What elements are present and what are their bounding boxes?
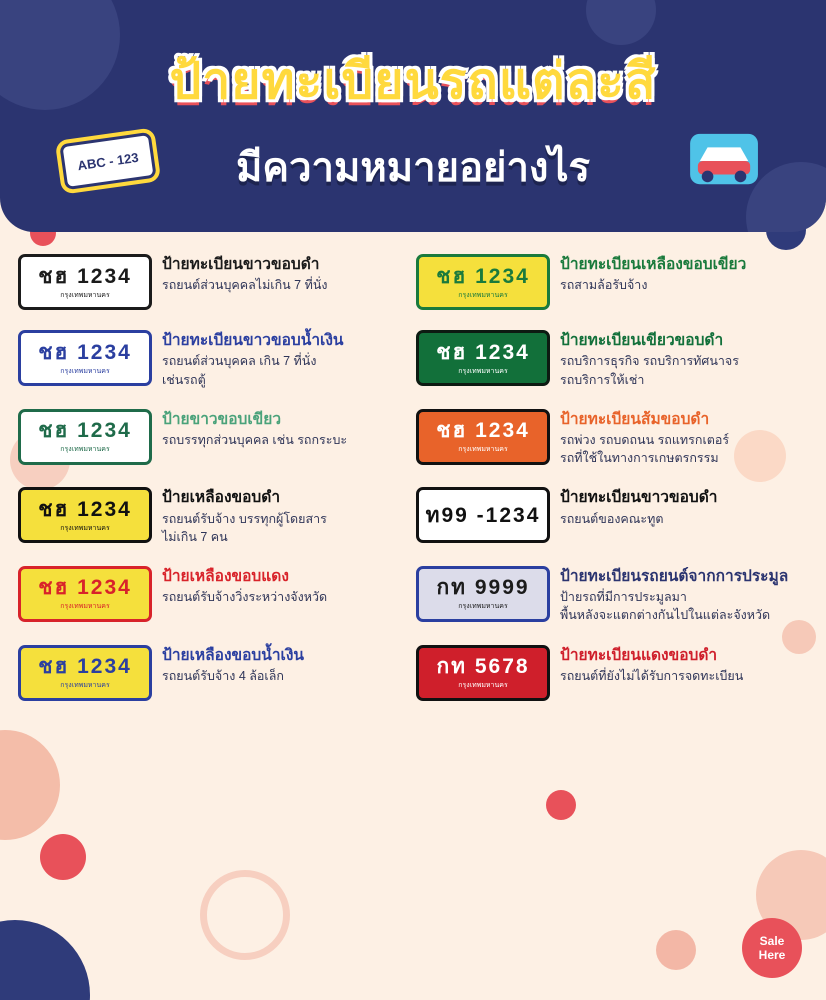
plate-description-block bbox=[162, 645, 304, 686]
license-plate bbox=[416, 645, 550, 701]
plate-description-block bbox=[560, 645, 743, 686]
plate-number: กท 5678 bbox=[436, 655, 530, 678]
plate-number: กท 9999 bbox=[436, 576, 530, 600]
plate-number: ชฮ 1234 bbox=[436, 264, 530, 288]
plate-province: กรุงเทพมหานคร bbox=[458, 603, 508, 611]
plate-detail: รถยนต์รับจ้าง 4 ล้อเล็ก bbox=[162, 668, 284, 683]
license-plate bbox=[18, 330, 152, 386]
list-item bbox=[18, 330, 410, 389]
plate-number: ท99 -1234 bbox=[425, 503, 541, 527]
sample-plate-text: ABC - 123 bbox=[76, 149, 140, 173]
plate-description-block bbox=[162, 487, 327, 546]
plate-province: กรุงเทพมหานคร bbox=[60, 603, 110, 611]
plate-heading: ป้ายทะเบียนแดงขอบดำ bbox=[560, 646, 718, 664]
plate-detail: รถพ่วง รถบดถนน รถแทรกเตอร์ รถที่ใช้ในทางการเกษตรกรรม bbox=[560, 433, 730, 466]
plate-province: กรุงเทพมหานคร bbox=[60, 446, 110, 454]
plate-detail: รถบรรทุกส่วนบุคคล เช่น รถกระบะ bbox=[162, 433, 348, 447]
list-item bbox=[416, 330, 808, 389]
license-plate bbox=[416, 566, 550, 622]
plate-detail: รถสามล้อรับจ้าง bbox=[560, 278, 648, 293]
salehere-logo bbox=[742, 918, 802, 978]
license-plate bbox=[18, 409, 152, 465]
plate-number: ชฮ 1234 bbox=[38, 264, 132, 288]
license-plate bbox=[18, 566, 152, 622]
list-item bbox=[416, 566, 808, 625]
list-item bbox=[416, 487, 808, 546]
plate-province: กรุงเทพมหานคร bbox=[60, 367, 110, 375]
plate-heading: ป้ายขาวขอบเขียว bbox=[162, 410, 282, 428]
plate-heading: ป้ายเหลืองขอบแดง bbox=[162, 567, 289, 585]
plate-province: กรุงเทพมหานคร bbox=[458, 446, 508, 454]
plate-province: กรุงเทพมหานคร bbox=[458, 367, 508, 375]
plate-detail: รถยนต์ของคณะทูต bbox=[560, 511, 664, 526]
plate-description-block bbox=[560, 330, 739, 389]
license-plate bbox=[416, 254, 550, 310]
plate-heading: ป้ายทะเบียนส้มขอบดำ bbox=[560, 410, 710, 428]
plate-description-block bbox=[560, 487, 718, 528]
license-plate bbox=[416, 487, 550, 543]
plate-province: กรุงเทพมหานคร bbox=[458, 291, 508, 299]
plate-description-block bbox=[560, 409, 729, 468]
list-item bbox=[18, 566, 410, 625]
plate-detail: รถบริการธุรกิจ รถบริการทัศนาจร รถบริการให้เช่า bbox=[560, 354, 739, 387]
plate-number: ชฮ 1234 bbox=[38, 419, 132, 443]
plate-description-block bbox=[162, 330, 344, 389]
plate-heading: ป้ายเหลืองขอบดำ bbox=[162, 489, 281, 507]
plate-number: ชฮ 1234 bbox=[38, 655, 132, 678]
license-plate bbox=[18, 487, 152, 543]
list-item bbox=[18, 645, 410, 701]
plate-province: กรุงเทพมหานคร bbox=[458, 682, 508, 689]
page-subtitle: มีความหมายอย่างไร bbox=[235, 146, 591, 190]
plate-detail: รถยนต์รับจ้างวิ่งระหว่างจังหวัด bbox=[162, 590, 328, 605]
plate-description-block bbox=[162, 254, 327, 295]
list-item bbox=[18, 409, 410, 468]
logo-line-2: Here bbox=[758, 948, 786, 962]
plate-heading: ป้ายทะเบียนเขียวขอบดำ bbox=[560, 332, 724, 349]
plate-province: กรุงเทพมหานคร bbox=[60, 524, 110, 532]
plate-detail: รถยนต์รับจ้าง บรรทุกผู้โดยสาร ไม่เกิน 7 คน bbox=[162, 511, 327, 544]
plate-number: ชฮ 1234 bbox=[38, 497, 132, 521]
plate-description-block bbox=[560, 254, 746, 295]
plate-province: กรุงเทพมหานคร bbox=[60, 291, 110, 299]
plate-detail: รถยนต์ส่วนบุคคล เกิน 7 ที่นั่ง เช่นรถตู้ bbox=[162, 354, 317, 387]
plate-description-block bbox=[162, 566, 327, 607]
plate-heading: ป้ายทะเบียนขาวขอบดำ bbox=[560, 489, 718, 507]
plate-number: ชฮ 1234 bbox=[38, 576, 132, 600]
plate-heading: ป้ายทะเบียนขาวขอบน้ำเงิน bbox=[162, 332, 344, 349]
list-item bbox=[416, 409, 808, 468]
plate-description-block bbox=[162, 409, 347, 450]
list-item bbox=[416, 645, 808, 701]
plate-number: ชฮ 1234 bbox=[38, 340, 132, 364]
plate-detail: ป้ายรถที่มีการประมูลมา พื้นหลังจะแตกต่างกันไปในแต่ละจังหวัด bbox=[560, 590, 771, 623]
plate-detail: รถยนต์ส่วนบุคคลไม่เกิน 7 ที่นั่ง bbox=[162, 278, 328, 293]
list-item bbox=[18, 487, 410, 546]
plate-heading: ป้ายเหลืองขอบน้ำเงิน bbox=[162, 646, 305, 664]
license-plate bbox=[416, 409, 550, 465]
plate-detail: รถยนต์ที่ยังไม่ได้รับการจดทะเบียน bbox=[560, 668, 744, 683]
plate-number: ชฮ 1234 bbox=[436, 419, 530, 443]
page-header bbox=[0, 0, 826, 232]
plate-heading: ป้ายทะเบียนเหลืองขอบเขียว bbox=[560, 256, 747, 273]
list-item bbox=[18, 254, 410, 310]
plate-description-block bbox=[560, 566, 788, 625]
license-plate bbox=[416, 330, 550, 386]
plate-list bbox=[0, 254, 826, 701]
license-plate bbox=[18, 645, 152, 701]
page-title: ป้ายทะเบียนรถแต่ละสี bbox=[169, 53, 657, 109]
plate-number: ชฮ 1234 bbox=[436, 340, 530, 364]
plate-heading: ป้ายทะเบียนขาวขอบดำ bbox=[162, 256, 320, 273]
license-plate bbox=[18, 254, 152, 310]
plate-province: กรุงเทพมหานคร bbox=[60, 682, 110, 689]
logo-line-1: Sale bbox=[759, 933, 785, 948]
list-item bbox=[416, 254, 808, 310]
plate-heading: ป้ายทะเบียนรถยนต์จากการประมูล bbox=[560, 567, 789, 585]
car-icon bbox=[686, 128, 764, 190]
